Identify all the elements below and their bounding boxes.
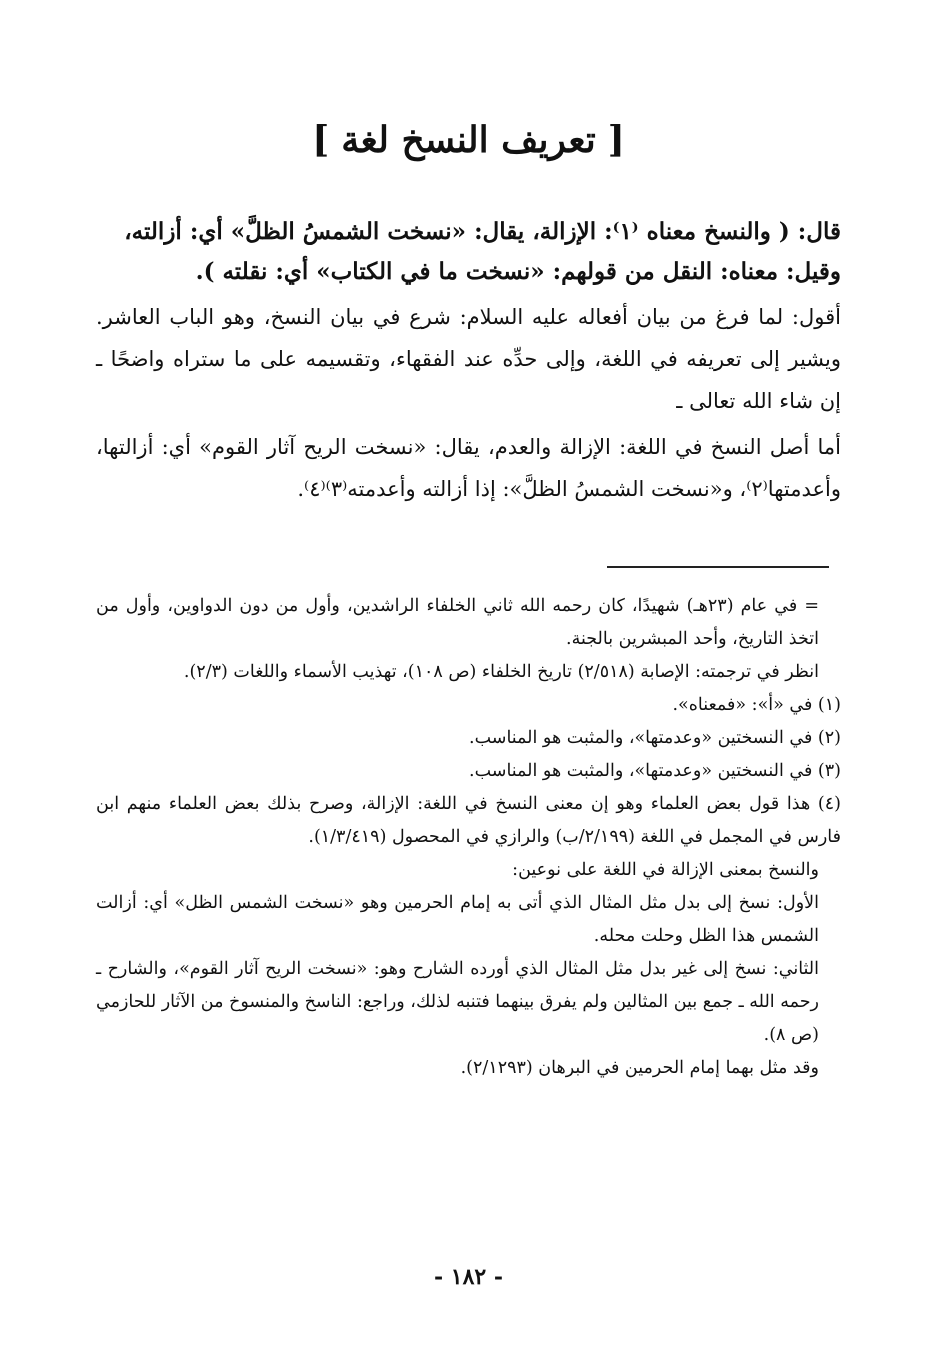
footnote-continuation-1: = في عام (٢٣هـ) شهيدًا، كان رحمه الله ثاني الخلفاء الراشدين، وأول من دون الدواوين، وأول من اتخذ التاريخ، وأحد المبشرين بالجنة. — [96, 596, 819, 649]
section-heading — [0, 112, 937, 168]
commentary-paragraph-2: أما أصل النسخ في اللغة: الإزالة والعدم، يقال: «نسخت الريح آثار القوم» أي: أزالتها، وأعدمتها⁽٢⁾، و«نسخت الشمسُ الظلَّ»: إذا أزالته وأعدمته⁽٣⁾⁽٤⁾. — [96, 435, 841, 501]
footnote-divider — [607, 566, 829, 568]
footnote-4-line-e: وقد مثل بهما إمام الحرمين في البرهان (٢/١٢٩٣). — [460, 1058, 819, 1078]
commentary-paragraph-1: أقول: لما فرغ من بيان أفعاله عليه السلام: شرع في بيان النسخ، وهو الباب العاشر. ويشير إلى تعريفه في اللغة، وإلى حدِّه عند الفقهاء، وتقسيمه على ما ستراه واضحًا ـ إن شاء الله تعالى ـ — [96, 305, 841, 413]
footnote-4: (٤) هذا قول بعض العلماء وهو إن معنى النسخ في اللغة: الإزالة، وصرح بذلك بعض العلماء منهم ابن فارس في المجمل في اللغة (٢/١٩٩/ب) والرازي في المحصول (١/٣/٤١٩). — [96, 794, 841, 847]
footnote-4-line-d: الثاني: نسخ إلى غير بدل مثل المثال الذي أورده الشارح وهو: «نسخت الريح آثار القوم»، والشارح ـ رحمه الله ـ جمع بين المثالين ولم يفرق بينهما فتنبه لذلك، وراجع: الناسخ والمنسوخ من الآثار للحازمي (ص ٨). — [96, 959, 819, 1045]
footnotes — [96, 590, 841, 1085]
footnote-4-line-c: الأول: نسخ إلى بدل مثل المثال الذي أتى به إمام الحرمين وهو «نسخت الشمس الظل» أي: أزالت الشمس هذا الظل وحلت محله. — [96, 893, 819, 946]
footnote-4-line-b: والنسخ بمعنى الإزالة في اللغة على نوعين: — [512, 860, 819, 880]
quoted-text-line-1: قال: ( والنسخ معناه ⁽١⁾: الإزالة، يقال: «نسخت الشمسُ الظلَّ» أي: أزالته، — [124, 218, 841, 245]
page-number: - ١٨٢ - — [433, 1264, 504, 1290]
footnote-2: (٢) في النسختين «وعدمتها»، والمثبت هو المناسب. — [469, 728, 841, 748]
main-text — [96, 212, 841, 510]
footnote-1: (١) في «أ»: «فمعناه». — [672, 695, 841, 715]
quoted-text-line-2: وقيل: معناه: النقل من قولهم: «نسخت ما في الكتاب» أي: نقلته ). — [195, 258, 841, 285]
footnote-3: (٣) في النسختين «وعدمتها»، والمثبت هو المناسب. — [469, 761, 841, 781]
heading-title: تعريف النسخ لغة — [341, 119, 596, 161]
heading-close-bracket: ] — [312, 119, 330, 161]
footnote-continuation-2: انظر في ترجمته: الإصابة (٢/٥١٨) تاريخ الخلفاء (ص ١٠٨)، تهذيب الأسماء واللغات (٢/٣). — [183, 662, 819, 682]
heading-open-bracket: [ — [607, 119, 625, 161]
